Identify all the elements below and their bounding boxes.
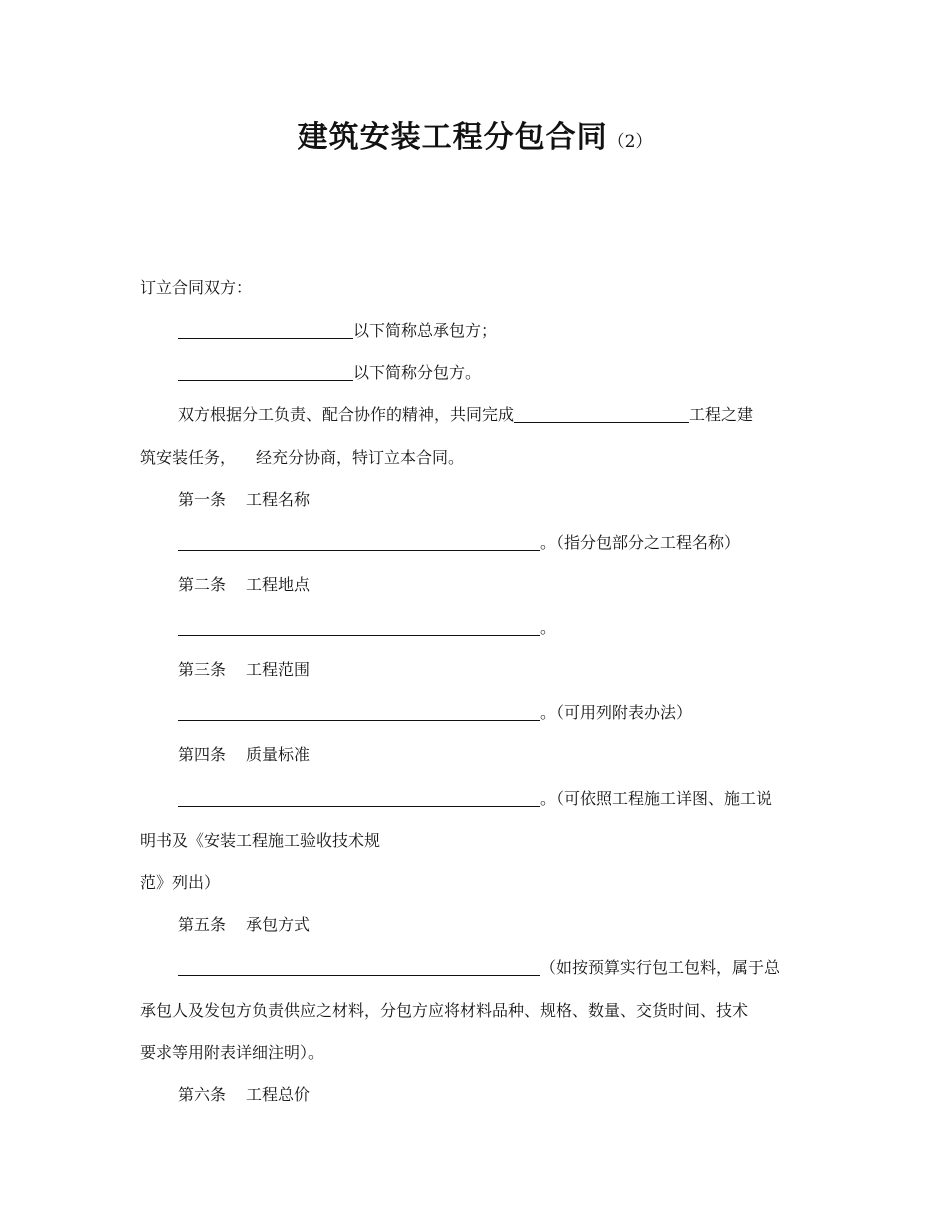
intro-text-2: 工程之建	[689, 405, 754, 424]
article-number: 第五条	[178, 915, 227, 934]
subcontractor-blank[interactable]	[178, 364, 353, 381]
article-2-heading	[178, 575, 310, 595]
intro-text-3: 筑安装任务，	[140, 448, 237, 467]
article-3-blank[interactable]	[178, 704, 540, 721]
article-4-blank[interactable]	[178, 790, 540, 807]
article-5-fill-line	[178, 958, 780, 978]
article-5-heading	[178, 915, 310, 935]
intro-text-1: 双方根据分工负责、配合协作的精神，共同完成	[178, 405, 515, 424]
party-general-text: 以下简称总承包方；	[353, 321, 498, 340]
article-title: 工程范围	[246, 660, 311, 679]
article-number: 第六条	[178, 1085, 227, 1104]
parties-heading: 订立合同双方：	[140, 278, 253, 297]
party-general-line	[178, 321, 497, 341]
article-title: 工程名称	[246, 490, 311, 509]
article-4-continuation-1: 明书及《安装工程施工验收技术规	[140, 831, 381, 850]
article-3-fill-line	[178, 703, 692, 723]
article-2-blank[interactable]	[178, 619, 540, 636]
intro-line-1	[178, 405, 753, 425]
article-title: 工程总价	[246, 1085, 311, 1104]
party-sub-line	[178, 363, 481, 383]
article-2-fill-line	[178, 618, 556, 638]
document-title	[0, 112, 950, 156]
article-5-note: （如按预算实行包工包料，属于总	[540, 958, 781, 977]
article-number: 第三条	[178, 660, 227, 679]
title-suffix: （2）	[607, 132, 653, 152]
article-title: 承包方式	[246, 915, 311, 934]
party-sub-text: 以下简称分包方。	[353, 363, 482, 382]
article-4-continuation-2: 范》列出）	[140, 873, 221, 892]
general-contractor-blank[interactable]	[178, 322, 353, 339]
article-number: 第一条	[178, 490, 227, 509]
article-4-note: 。（可依照工程施工详图、施工说	[540, 789, 773, 808]
project-name-blank[interactable]	[514, 406, 689, 423]
article-4-fill-line	[178, 789, 772, 809]
article-1-fill-line	[178, 533, 740, 553]
article-3-heading	[178, 660, 310, 680]
article-6-heading	[178, 1085, 310, 1105]
article-5-continuation-1: 承包人及发包方负责供应之材料，分包方应将材料品种、规格、数量、交货时间、技术	[140, 1001, 749, 1020]
article-title: 工程地点	[246, 575, 311, 594]
article-number: 第四条	[178, 745, 227, 764]
article-3-note: 。（可用列附表办法）	[540, 703, 693, 722]
article-5-continuation-2: 要求等用附表详细注明）。	[140, 1043, 325, 1062]
article-title: 质量标准	[246, 745, 311, 764]
article-number: 第二条	[178, 575, 227, 594]
article-1-blank[interactable]	[178, 534, 540, 551]
article-2-note: 。	[540, 618, 557, 637]
intro-text-4: 经充分协商，特订立本合同。	[256, 448, 465, 467]
article-1-heading	[178, 490, 310, 510]
article-4-heading	[178, 745, 310, 765]
article-5-blank[interactable]	[178, 959, 540, 976]
title-text: 建筑安装工程分包合同	[297, 120, 608, 155]
intro-line-2	[140, 448, 464, 468]
article-1-note: 。（指分包部分之工程名称）	[540, 533, 741, 552]
